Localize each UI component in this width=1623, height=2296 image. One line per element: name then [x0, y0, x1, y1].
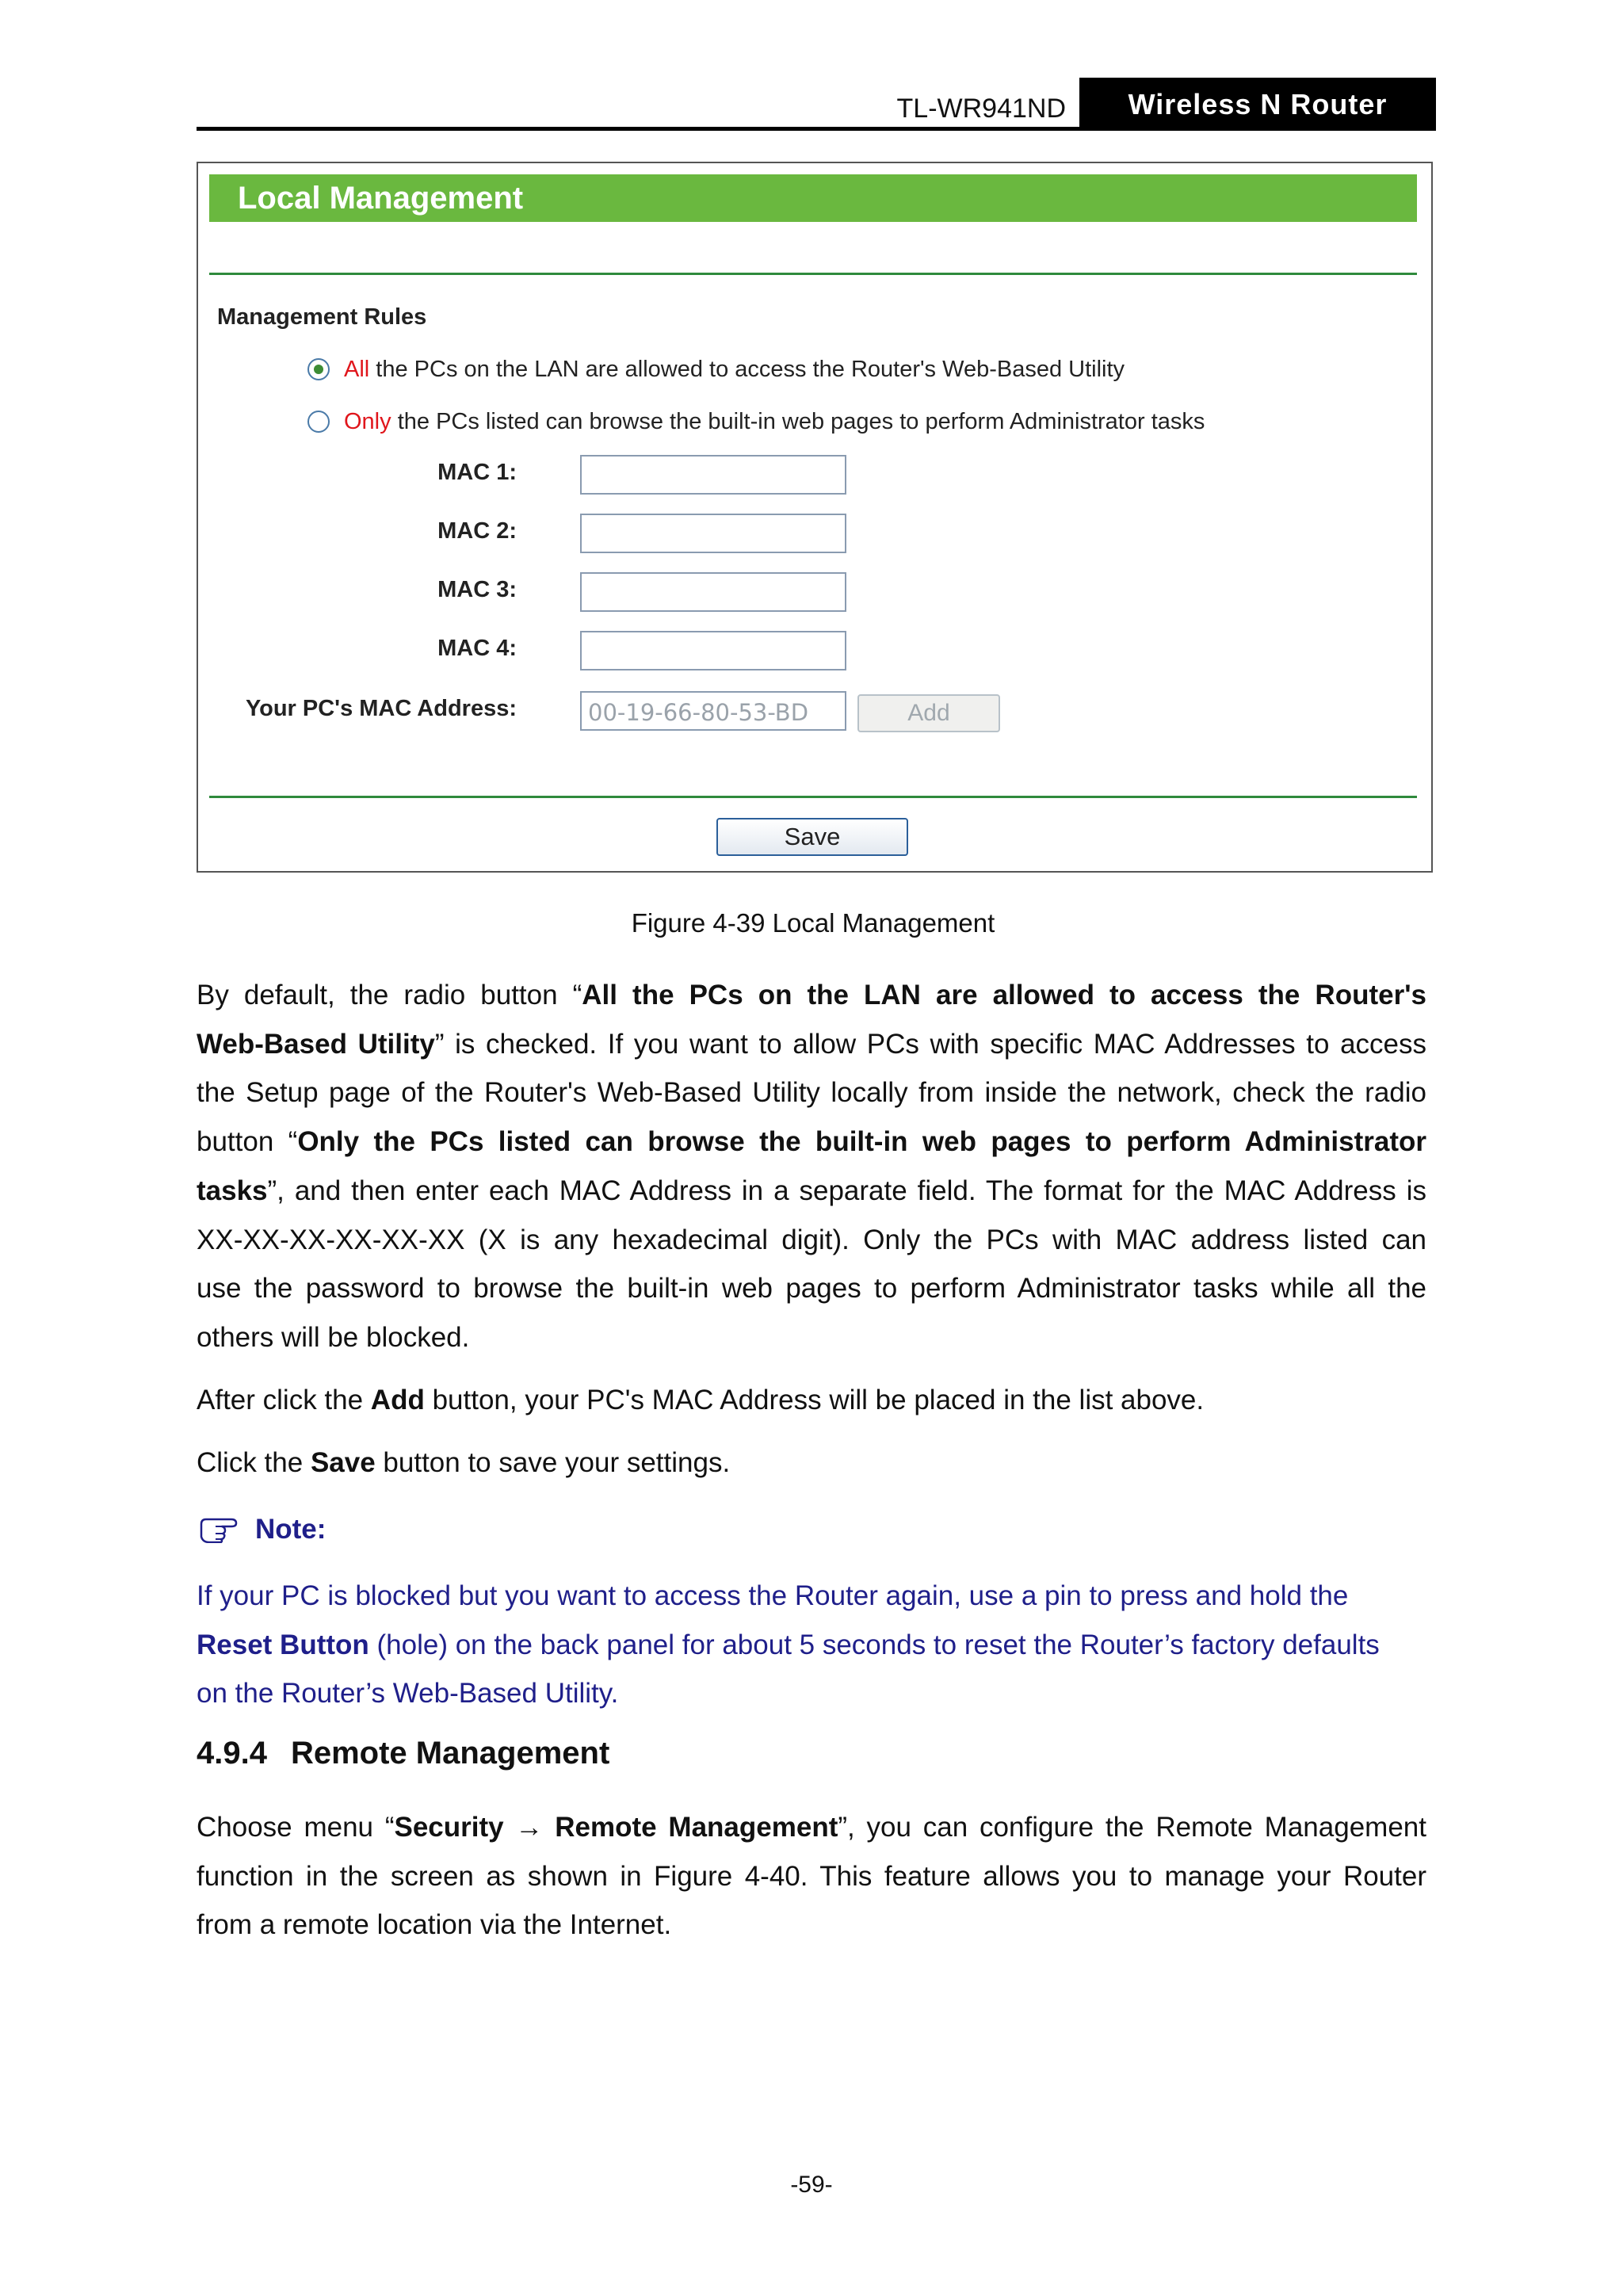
divider-top [209, 273, 1417, 275]
mac4-input[interactable] [580, 631, 846, 670]
p1-line-3: the Setup page of the Router's Web-Based Utility locally from inside the network, check the radio [197, 1077, 1426, 1109]
note-label: Note: [255, 1514, 327, 1545]
p3-bold: Save [310, 1447, 376, 1478]
mac1-label: MAC 1: [437, 460, 517, 485]
divider-bottom [209, 796, 1417, 798]
add-button[interactable]: Add [857, 694, 1000, 732]
menu-arrow-icon: → [503, 1812, 556, 1843]
paragraph-save [197, 1438, 1426, 1488]
your-mac-label: Your PC's MAC Address: [245, 696, 517, 721]
mac3-input[interactable] [580, 572, 846, 612]
mac4-label: MAC 4: [437, 636, 517, 661]
s-l1-bold-a: Security [394, 1812, 504, 1843]
p1-l5-text: ”, and then enter each MAC Address in a separate field. The format for the MAC Address is [267, 1175, 1426, 1206]
paragraph-add [197, 1376, 1426, 1425]
p3-text-a: Click the [197, 1447, 311, 1478]
p1-l2-text: ” is checked. If you want to allow PCs with specific MAC Addresses to access [434, 1028, 1426, 1060]
s-l1-text: Choose menu “ [197, 1812, 395, 1843]
p1-l2-bold: Web-Based Utility [197, 1028, 435, 1060]
p1-line-2 [197, 1020, 1426, 1069]
local-management-screenshot [197, 162, 1433, 873]
radio-all-icon[interactable] [307, 358, 330, 380]
page-number: -59- [790, 2172, 833, 2198]
p1-line-8: others will be blocked. [197, 1321, 470, 1353]
note-paragraph [197, 1572, 1426, 1718]
s-l1-text-d: ”, you can configure the Remote Management [838, 1812, 1426, 1843]
radio-only-icon[interactable] [307, 411, 330, 433]
title-bar [209, 174, 1417, 222]
pointing-hand-icon [200, 1516, 241, 1550]
p1-l4-text: button “ [197, 1126, 298, 1158]
note-bold: Reset Button [197, 1629, 369, 1660]
p2-bold: Add [370, 1385, 425, 1415]
header-product-badge: Wireless N Router [1079, 78, 1436, 131]
save-button[interactable]: Save [716, 818, 908, 856]
radio-selected-dot [314, 365, 323, 374]
p1-line-6: XX-XX-XX-XX-XX-XX (X is any hexadecimal digit). Only the PCs with MAC address listed can [197, 1224, 1426, 1255]
management-rules-label: Management Rules [217, 304, 427, 330]
s-line-3: from a remote location via the Internet. [197, 1909, 672, 1941]
header-model: TL-WR941ND [896, 94, 1066, 124]
option-all-prefix: All [344, 357, 370, 382]
p1-l1-bold: All the PCs on the LAN are allowed to access the Router's [582, 980, 1426, 1010]
p1-line-7: use the password to browse the built-in web pages to perform Administrator tasks while all the [197, 1273, 1426, 1305]
pointing-hand-svg [200, 1516, 241, 1543]
mac3-label: MAC 3: [437, 577, 517, 602]
s-line-2: function in the screen as shown in Figure 4-40. This feature allows you to manage your Router [197, 1860, 1426, 1892]
p3-text-c: button to save your settings. [375, 1447, 731, 1478]
mac2-input[interactable] [580, 514, 846, 553]
panel-title: Local Management [238, 181, 524, 216]
mac1-input[interactable] [580, 455, 846, 495]
section-title: Remote Management [290, 1736, 610, 1771]
paragraph-remote [197, 1803, 1426, 1950]
s-l1-bold-b: Remote Management [555, 1812, 838, 1843]
p1-l5-bold: tasks [197, 1175, 268, 1206]
your-mac-field: 00-19-66-80-53-BD [580, 691, 846, 731]
figure-caption: Figure 4-39 Local Management [631, 908, 995, 938]
note-heading [200, 1514, 326, 1550]
note-line-2 [197, 1621, 1426, 1670]
paragraph-default [197, 971, 1426, 1362]
p1-line-4 [197, 1117, 1426, 1167]
p1-line-1 [197, 971, 1426, 1020]
p1-line-5 [197, 1167, 1426, 1216]
option-only-label [344, 409, 1205, 435]
p1-l4-bold: Only the PCs listed can browse the built-in web pages to perform Administrator [297, 1126, 1426, 1158]
option-only-prefix: Only [344, 409, 391, 434]
p2-text-a: After click the [197, 1385, 371, 1415]
option-all-text: the PCs on the LAN are allowed to access the Router's Web-Based Utility [369, 357, 1125, 382]
option-all-label [344, 357, 1125, 383]
option-only-text: the PCs listed can browse the built-in web pages to perform Administrator tasks [391, 409, 1205, 434]
note-line-1: If your PC is blocked but you want to access the Router again, use a pin to press and hold the [197, 1580, 1349, 1611]
note-line-3: on the Router’s Web-Based Utility. [197, 1678, 619, 1710]
header-rule [197, 127, 1436, 131]
p2-text-c: button, your PC's MAC Address will be placed in the list above. [424, 1385, 1205, 1415]
p1-l1-text: By default, the radio button “ [197, 980, 582, 1010]
s-line-1 [197, 1803, 1426, 1852]
mac2-label: MAC 2: [437, 518, 517, 544]
section-heading [197, 1736, 609, 1771]
note-l2-text: (hole) on the back panel for about 5 seconds to reset the Router’s factory defaults [369, 1629, 1380, 1660]
section-number: 4.9.4 [197, 1736, 267, 1771]
